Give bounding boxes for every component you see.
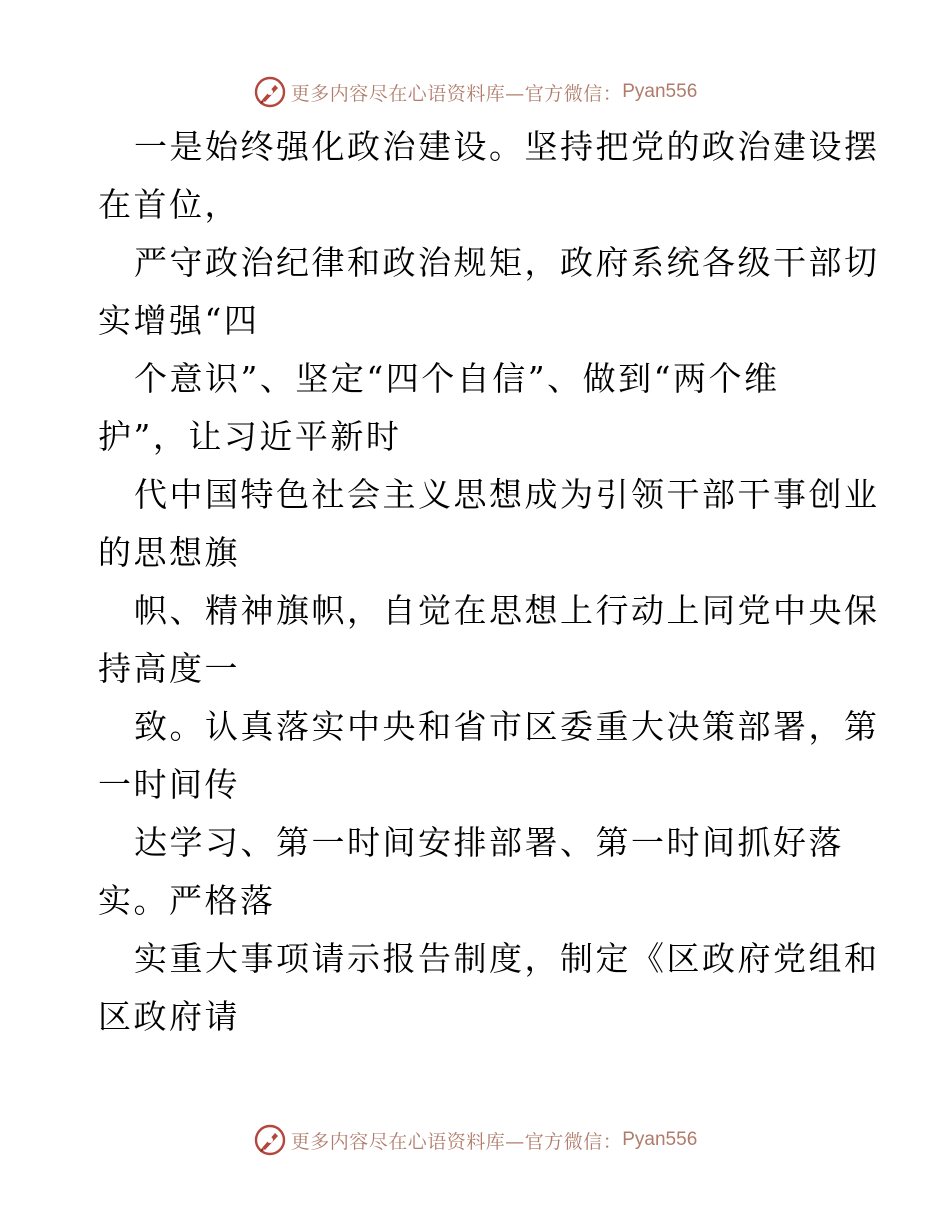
text-line: 帜、精神旗帜，自觉在思想上行动上同党中央保 (134, 591, 880, 630)
text-line: 区政府请 (98, 997, 240, 1036)
document-body (98, 118, 880, 1046)
text-line: 实增强“四 (98, 301, 260, 340)
text-line: 致。认真落实中央和省市区委重大决策部署，第 (134, 707, 880, 746)
watermark-wechat-id: Pyan556 (622, 1129, 698, 1150)
header-watermark (0, 72, 950, 112)
text-line: 代中国特色社会主义思想成为引领干部干事创业 (134, 475, 880, 514)
watermark-wechat-id: Pyan556 (622, 81, 698, 102)
text-line: 实重大事项请示报告制度，制定《区政府党组和 (134, 939, 880, 978)
text-line: 实。严格落 (98, 881, 276, 920)
text-line: 达学习、第一时间安排部署、第一时间抓好落 (134, 823, 844, 862)
pen-logo-icon (253, 1123, 287, 1157)
text-line: 一是始终强化政治建设。坚持把党的政治建设摆 (134, 127, 880, 166)
watermark-text: 更多内容尽在心语资料库—官方微信： (290, 82, 623, 105)
pen-logo-icon (253, 75, 287, 109)
text-line: 一时间传 (98, 765, 240, 804)
text-line: 的思想旗 (98, 533, 240, 572)
text-line: 持高度一 (98, 649, 240, 688)
text-line: 个意识”、坚定“四个自信”、做到“两个维 (134, 359, 780, 398)
text-line: 护”，让习近平新时 (98, 417, 402, 456)
text-line: 在首位， (98, 185, 240, 224)
footer-watermark (0, 1120, 950, 1160)
text-line: 严守政治纪律和政治规矩，政府系统各级干部切 (134, 243, 880, 282)
watermark-text: 更多内容尽在心语资料库—官方微信： (290, 1130, 623, 1153)
